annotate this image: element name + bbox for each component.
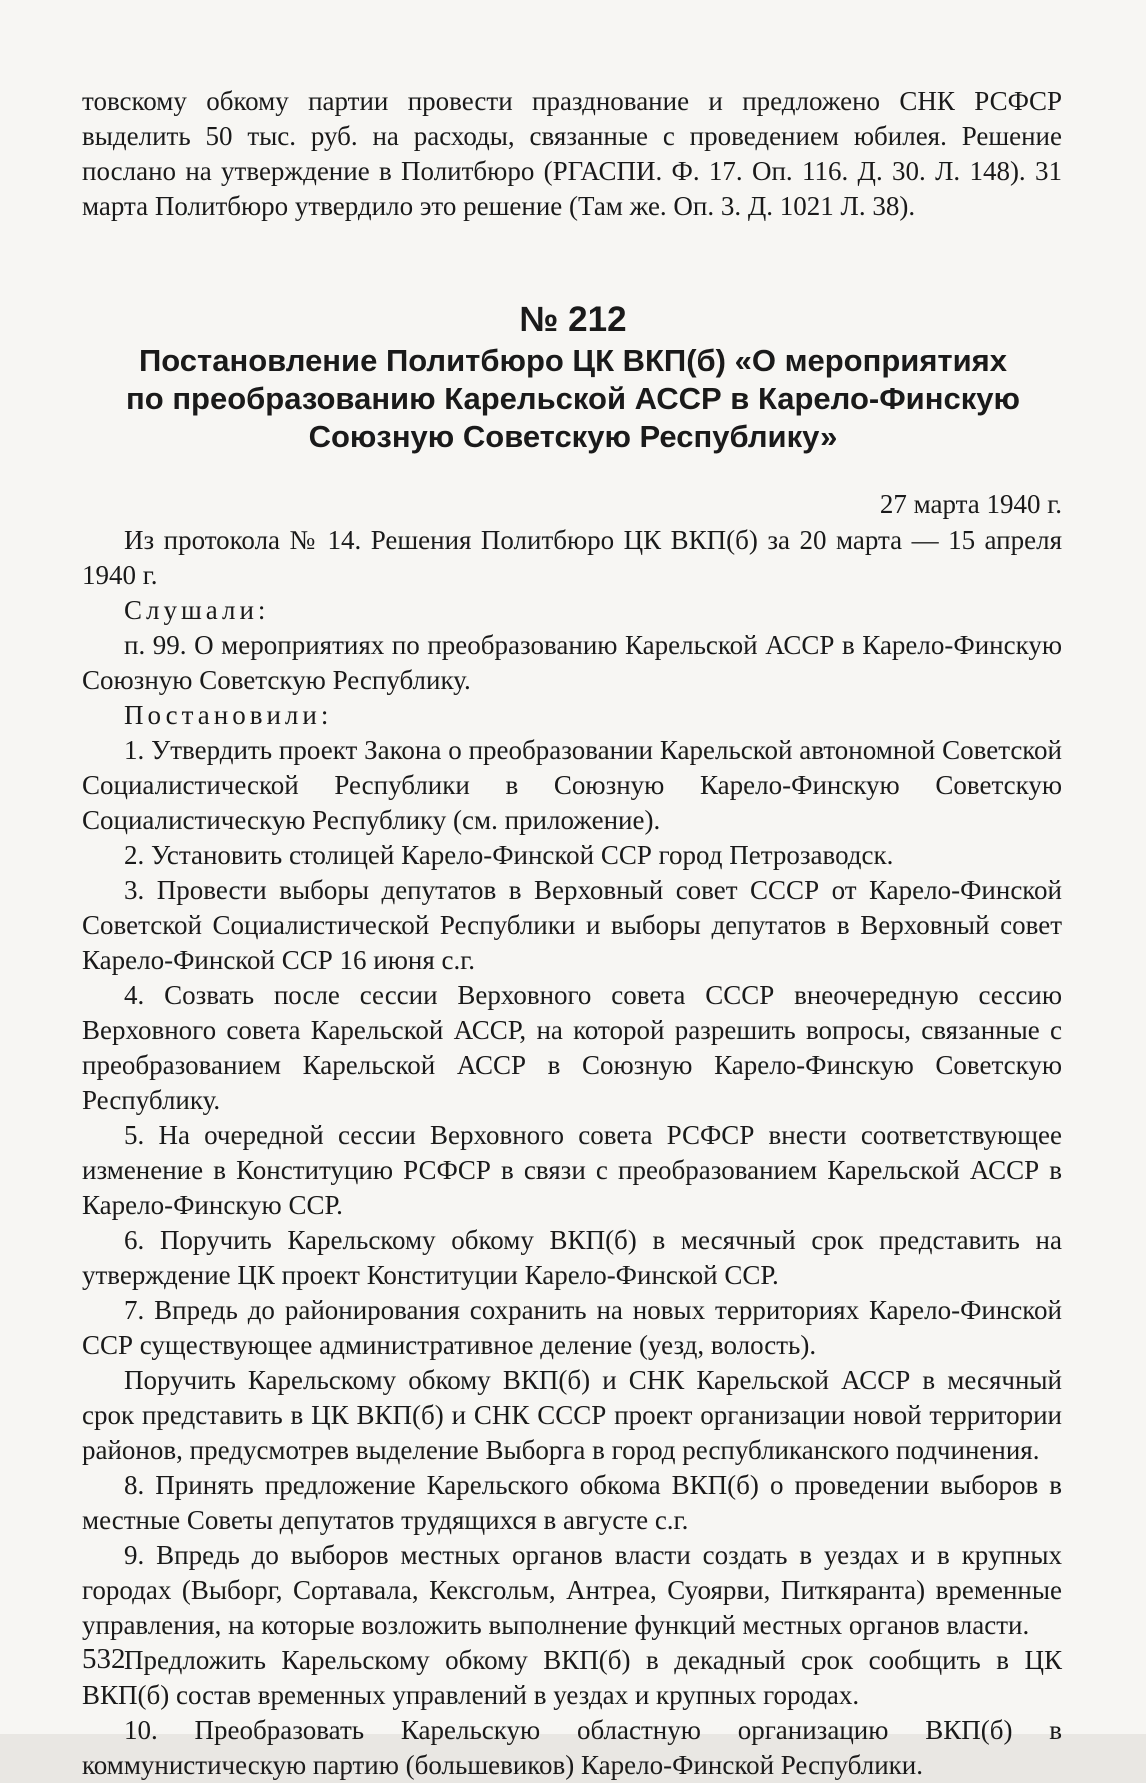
document-body <box>82 523 1062 1783</box>
resolution-item: Предложить Карельскому обкому ВКП(б) в декадный срок сообщить в ЦК ВКП(б) состав временных управлений в уездах и крупных городах. <box>82 1645 1062 1710</box>
intro-paragraph: товскому обкому партии провести празднование и предложено СНК РСФСР выделить 50 тыс. руб. на расходы, связанные с проведением юбилея. Решение послано на утверждение в Политбюро (РГАСПИ. Ф. 17. Оп. 116. Д. 30. Л. 148). 31 марта Политбюро утвердило это решение (Там же. Оп. 3. Д. 1021 Л. 38). <box>82 86 1062 221</box>
document-number: № 212 <box>519 300 627 339</box>
resolution-item: 10. Преобразовать Карельскую областную организацию ВКП(б) в коммунистическую партию (большевиков) Карело-Финской Республики. <box>82 1715 1062 1780</box>
resolution-item: 6. Поручить Карельскому обкому ВКП(б) в месячный срок представить на утверждение ЦК проект Конституции Карело-Финской ССР. <box>82 1225 1062 1290</box>
heard-text: п. 99. О мероприятиях по преобразованию Карельской АССР в Карело-Финскую Союзную Советскую Республику. <box>82 630 1062 695</box>
protocol-reference: Из протокола № 14. Решения Политбюро ЦК ВКП(б) за 20 марта — 15 апреля 1940 г. <box>82 525 1062 590</box>
resolution-item: 2. Установить столицей Карело-Финской ССР город Петрозаводск. <box>124 840 894 870</box>
resolution-item: 9. Впредь до выборов местных органов власти создать в уездах и в крупных городах (Выборг, Сортавала, Кексгольм, Антреа, Суоярви, Питкяранта) временные управления, на которые возложить выполнение функций местных органов власти. <box>82 1540 1062 1640</box>
document-title-line: Союзную Советскую Республику» <box>308 419 838 454</box>
document-title-line: по преобразованию Карельской АССР в Карело-Финскую <box>126 381 1020 416</box>
resolution-item: 3. Провести выборы депутатов в Верховный совет СССР от Карело-Финской Советской Социалистической Республики и выборы депутатов в Верховный совет Карело-Финской ССР 16 июня с.г. <box>82 875 1062 975</box>
resolution-item: 5. На очередной сессии Верховного совета РСФСР внести соответствующее изменение в Конституцию РСФСР в связи с преобразованием Карельской АССР в Карело-Финскую ССР. <box>82 1120 1062 1220</box>
heard-label: Слушали: <box>124 595 270 625</box>
resolution-item: 1. Утвердить проект Закона о преобразовании Карельской автономной Советской Социалистической Республики в Союзную Карело-Финскую Советскую Социалистическую Республику (см. приложение). <box>82 735 1062 835</box>
document-title-line: Постановление Политбюро ЦК ВКП(б) «О мероприятиях <box>139 343 1007 378</box>
resolution-item: 7. Впредь до районирования сохранить на новых территориях Карело-Финской ССР существующее административное деление (уезд, волость). <box>82 1295 1062 1360</box>
document-date: 27 марта 1940 г. <box>879 489 1062 519</box>
resolution-item: 8. Принять предложение Карельского обкома ВКП(б) о проведении выборов в местные Советы депутатов трудящихся в августе с.г. <box>82 1470 1062 1535</box>
intro-paragraph-block <box>82 84 1062 224</box>
page-number: 532 <box>82 1643 126 1675</box>
resolution-item: 4. Созвать после сессии Верховного совета СССР внеочередную сессию Верховного совета Карельской АССР, на которой разрешить вопросы, связанные с преобразованием Карельской АССР в Союзную Карело-Финскую Советскую Республику. <box>82 980 1062 1115</box>
resolved-label: Постановили: <box>124 700 333 730</box>
resolution-item: Поручить Карельскому обкому ВКП(б) и СНК Карельской АССР в месячный срок представить в ЦК ВКП(б) и СНК СССР проект организации новой территории районов, предусмотрев выделение Выборга в город республиканского подчинения. <box>82 1365 1062 1465</box>
document-title <box>0 342 1146 456</box>
